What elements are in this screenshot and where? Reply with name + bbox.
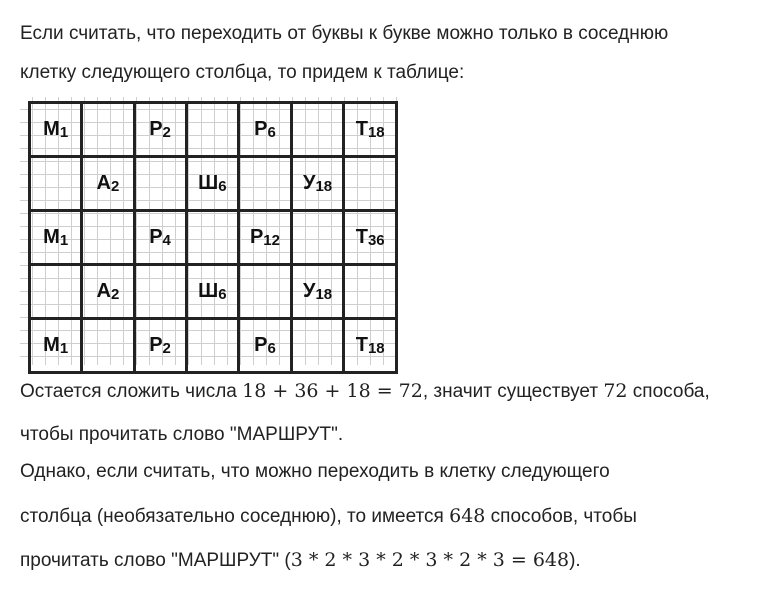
grid-cell xyxy=(30,319,82,373)
cell-count: 18 xyxy=(367,124,385,141)
grid-row xyxy=(30,157,397,211)
cell-letter: Т xyxy=(355,226,368,248)
grid-cell xyxy=(291,211,344,265)
cell-count: 18 xyxy=(367,340,385,357)
cell-count: 1 xyxy=(59,232,69,249)
cell-count: 12 xyxy=(263,232,280,249)
graph-paper-background xyxy=(20,97,398,365)
cell-count: 2 xyxy=(110,178,120,195)
cell-letter: Т xyxy=(355,118,368,140)
grid-cell xyxy=(186,211,239,265)
grid-cell xyxy=(186,319,239,373)
sum-count: 72 xyxy=(603,380,628,402)
grid-cell xyxy=(239,319,292,373)
grid-cell xyxy=(239,157,292,211)
grid-cell xyxy=(291,319,344,373)
grid-cell xyxy=(82,211,134,265)
cell-letter: Р xyxy=(149,334,163,356)
line6-prefix: столбца (необязательно соседнюю), то имеется xyxy=(20,506,450,527)
cell-letter: У xyxy=(303,172,316,194)
grid-cell xyxy=(82,157,134,211)
grid-cell xyxy=(291,265,344,319)
grid-cell xyxy=(82,265,134,319)
grid-cell xyxy=(134,211,186,265)
grid-row xyxy=(30,265,397,319)
cell-count: 18 xyxy=(315,178,333,195)
paragraph-line-4: чтобы прочитать слово "МАРШРУТ". xyxy=(20,424,344,445)
grid-cell xyxy=(344,211,397,265)
cell-letter: А xyxy=(96,172,111,194)
grid-cell xyxy=(134,319,186,373)
grid-cell xyxy=(344,103,397,157)
cell-count: 1 xyxy=(59,340,69,357)
grid-cell xyxy=(134,157,186,211)
grid-row xyxy=(30,103,397,157)
grid-cell xyxy=(344,265,397,319)
grid-cell xyxy=(239,265,292,319)
grid-cell xyxy=(186,265,239,319)
sum-mid: , значит существует xyxy=(422,381,604,402)
grid-cell xyxy=(134,103,186,157)
paragraph-line-6 xyxy=(20,504,637,529)
cell-count: 6 xyxy=(218,286,227,303)
grid-cell xyxy=(82,103,134,157)
sum-line xyxy=(20,379,710,404)
grid-cell xyxy=(30,265,82,319)
grid-cell xyxy=(30,157,82,211)
grid-cell xyxy=(344,157,397,211)
sum-expression: 18 + 36 + 18 = 72 xyxy=(242,380,423,402)
cell-letter: Т xyxy=(355,334,368,356)
line7-prefix: прочитать слово "МАРШРУТ" ( xyxy=(20,550,291,571)
grid-row xyxy=(30,211,397,265)
cell-letter: М xyxy=(43,118,60,140)
line7-expression: 3 * 2 * 3 * 2 * 3 * 2 * 3 = 648 xyxy=(290,549,570,571)
paragraph-line-7 xyxy=(20,548,581,573)
cell-count: 2 xyxy=(162,124,171,141)
paragraph-line-2: клетку следующего столбца, то придем к таблице: xyxy=(20,62,465,83)
cell-letter: Р xyxy=(254,118,268,140)
line6-suffix: способов, чтобы xyxy=(485,506,637,527)
grid-cell xyxy=(186,157,239,211)
cell-count: 2 xyxy=(110,286,120,303)
paragraph-line-5: Однако, если считать, что можно переходить в клетку следующего xyxy=(20,461,610,482)
sum-prefix: Остается сложить числа xyxy=(20,381,243,402)
grid-cell xyxy=(186,103,239,157)
line6-count: 648 xyxy=(449,505,486,527)
cell-letter: М xyxy=(43,334,60,356)
route-table xyxy=(28,101,398,374)
cell-letter: У xyxy=(303,280,316,302)
grid-cell xyxy=(30,103,82,157)
grid-cell xyxy=(291,157,344,211)
cell-count: 36 xyxy=(367,232,385,249)
cell-count: 6 xyxy=(267,340,276,357)
grid-cell xyxy=(239,103,292,157)
sum-suffix: способа, xyxy=(627,381,710,402)
cell-letter: Ш xyxy=(198,172,219,194)
cell-letter: Р xyxy=(149,118,163,140)
grid-cell xyxy=(134,265,186,319)
grid-cell xyxy=(30,211,82,265)
cell-letter: Р xyxy=(254,334,268,356)
grid-cell xyxy=(82,319,134,373)
cell-letter: Р xyxy=(149,226,163,248)
cell-letter: Ш xyxy=(198,280,219,302)
cell-letter: М xyxy=(43,226,60,248)
cell-count: 2 xyxy=(162,340,171,357)
cell-letter: А xyxy=(96,280,111,302)
grid-cell xyxy=(291,103,344,157)
cell-count: 4 xyxy=(162,232,171,249)
cell-count: 6 xyxy=(218,178,227,195)
cell-count: 6 xyxy=(267,124,276,141)
cell-letter: Р xyxy=(249,226,264,248)
line7-suffix: ). xyxy=(569,550,581,571)
grid-row xyxy=(30,319,397,373)
cell-count: 1 xyxy=(59,124,69,141)
paragraph-line-1: Если считать, что переходить от буквы к букве можно только в соседнюю xyxy=(20,23,669,44)
grid-cell xyxy=(344,319,397,373)
grid-cell xyxy=(239,211,292,265)
cell-count: 18 xyxy=(315,286,333,303)
